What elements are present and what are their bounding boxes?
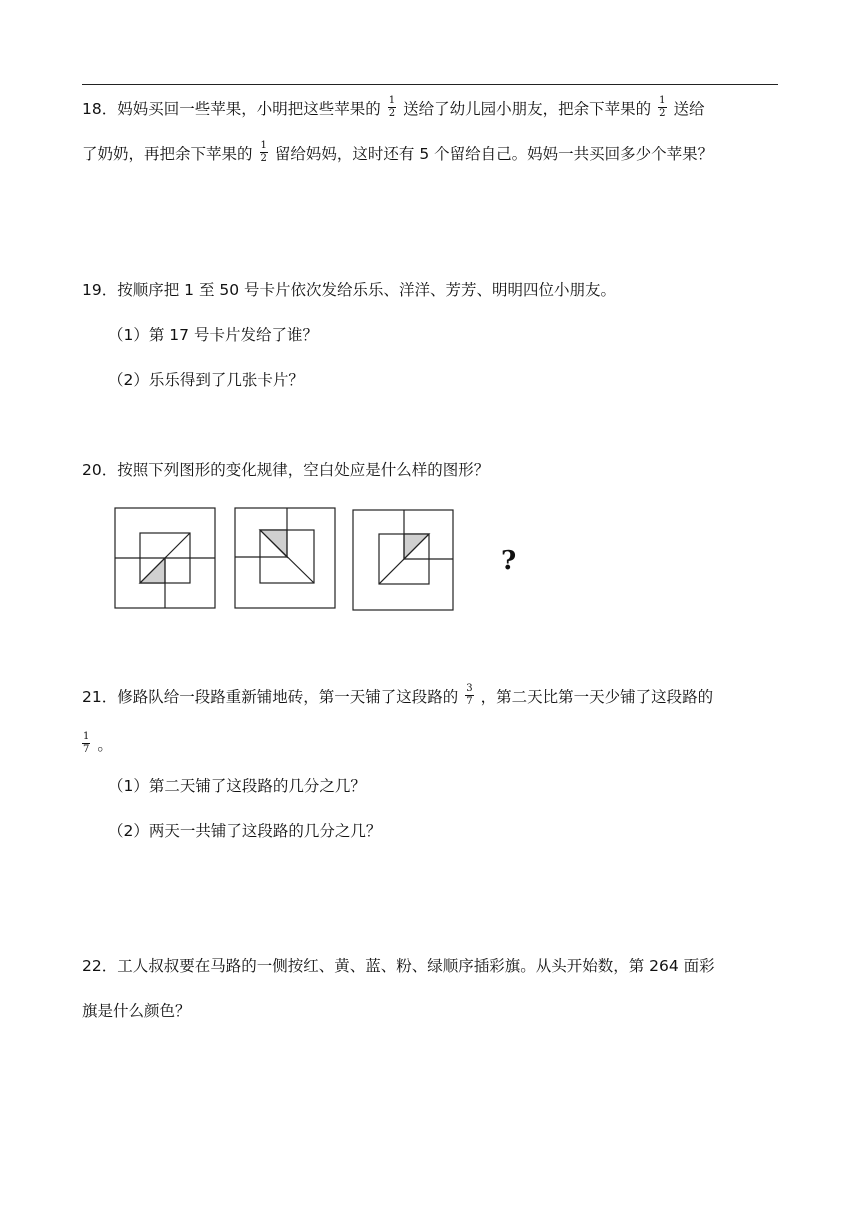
- q22-line-2: 旗是什么颜色？: [82, 1002, 191, 1020]
- missing-figure-question-mark: ?: [501, 546, 517, 576]
- q21-text-2: 。: [97, 736, 113, 754]
- q21-text-1b: ，第二天比第一天少铺了这段路的: [480, 688, 714, 706]
- q21-line-1: [82, 683, 714, 709]
- q21-part-2: （2）两天一共铺了这段路的几分之几？: [108, 822, 382, 840]
- q21-text-1a: 21．修路队给一段路重新铺地砖，第一天铺了这段路的: [82, 688, 459, 706]
- pattern-figure-1: [115, 508, 215, 608]
- q21-part-1: （1）第二天铺了这段路的几分之几？: [108, 777, 366, 795]
- fraction-one-seventh: $\frac{1}{7}$: [83, 731, 90, 755]
- fraction-half: $\frac{1}{2}$: [659, 95, 666, 119]
- q18-text-1a: 18．妈妈买回一些苹果，小明把这些苹果的: [82, 100, 381, 118]
- q18-text-2b: 留给妈妈，这时还有 5 个留给自己。妈妈一共买回多少个苹果？: [274, 145, 714, 163]
- q18-text-1c: 送给: [673, 100, 705, 118]
- q19-part-2: （2）乐乐得到了几张卡片？: [108, 371, 304, 389]
- q22-line-1: 22．工人叔叔要在马路的一侧按红、黄、蓝、粉、绿顺序插彩旗。从头开始数，第 264 面彩: [82, 957, 715, 975]
- q18-text-2a: 了奶奶，再把余下苹果的: [82, 145, 253, 163]
- pattern-figure-3: [353, 510, 453, 610]
- q19-part-1: （1）第 17 号卡片发给了谁？: [108, 326, 318, 344]
- fraction-half: $\frac{1}{2}$: [260, 140, 267, 164]
- q20-stem: 20．按照下列图形的变化规律，空白处应是什么样的图形？: [82, 461, 490, 479]
- q19-stem: 19．按顺序把 1 至 50 号卡片依次发给乐乐、洋洋、芳芳、明明四位小朋友。: [82, 281, 617, 299]
- q21-line-2: [82, 731, 113, 757]
- fraction-half: $\frac{1}{2}$: [388, 95, 396, 119]
- fraction-three-sevenths: $\frac{3}{7}$: [466, 683, 473, 707]
- pattern-figure-2: [235, 508, 335, 608]
- q18-text-1b: 送给了幼儿园小朋友，把余下苹果的: [403, 100, 652, 118]
